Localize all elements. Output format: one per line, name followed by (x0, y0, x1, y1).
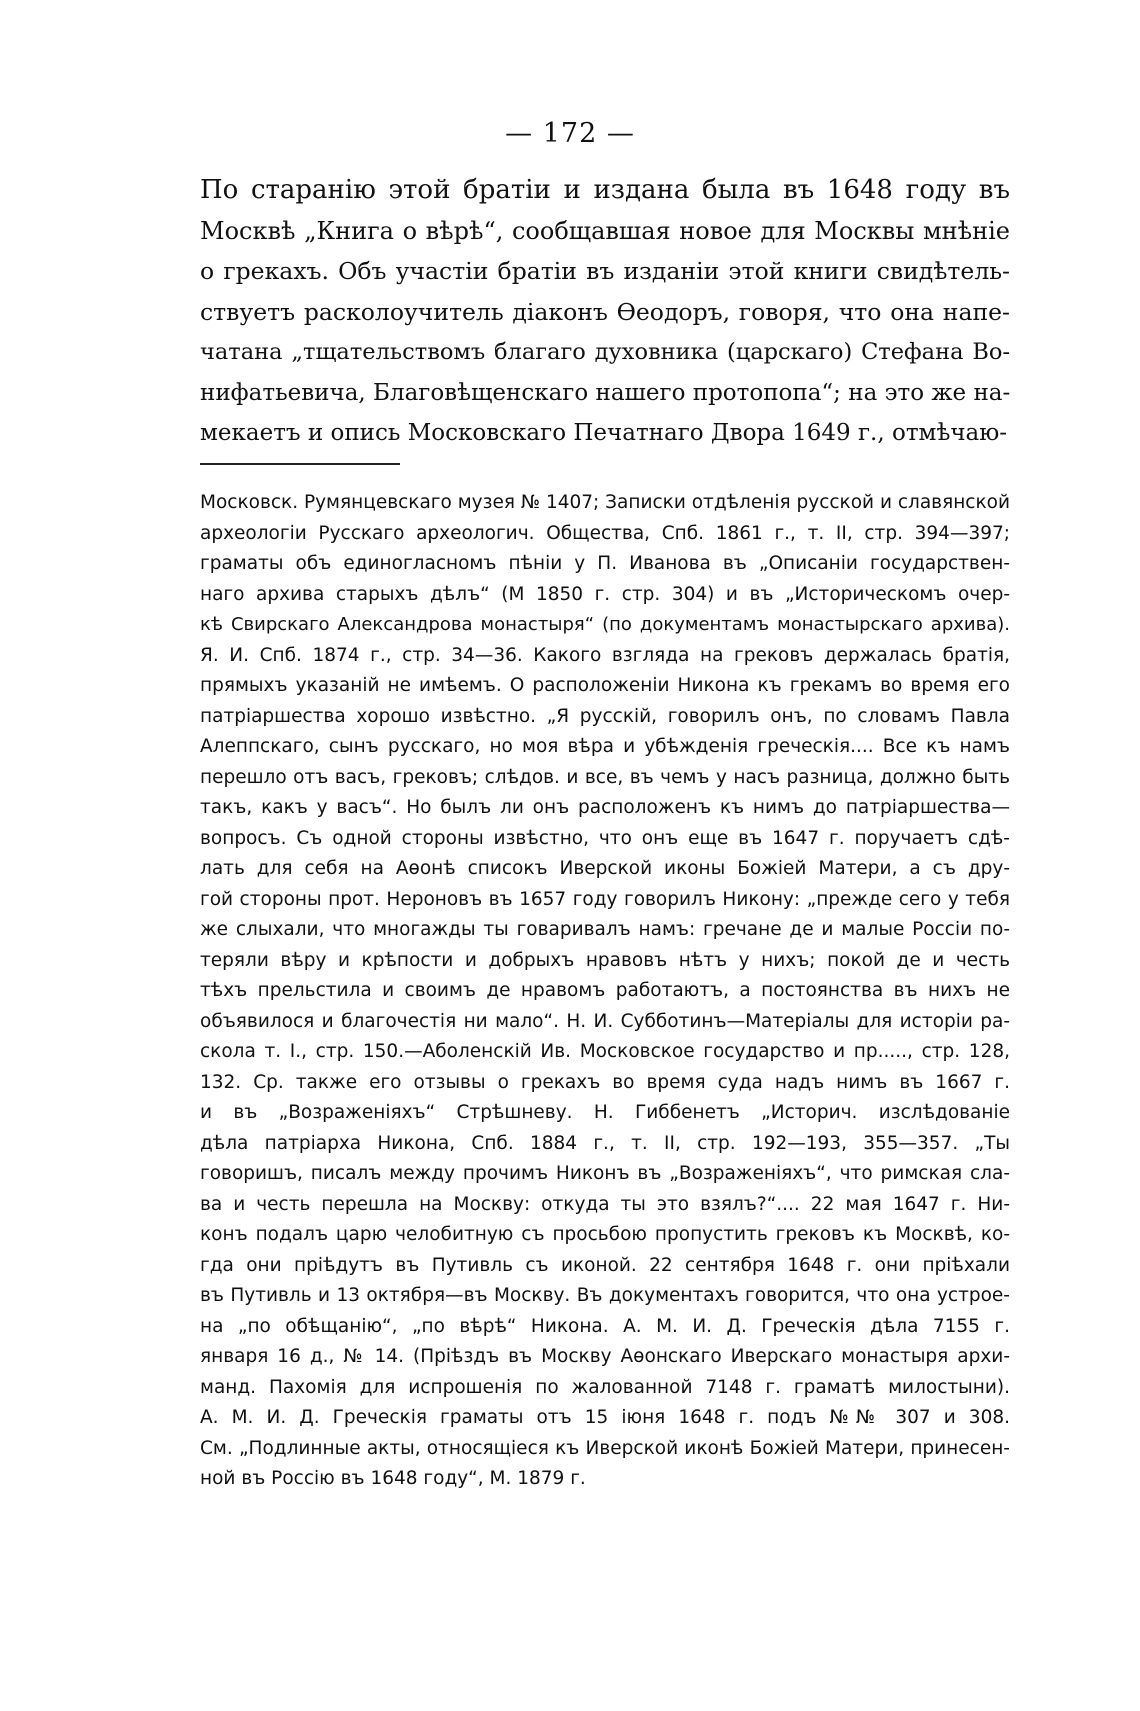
footnote-line: въ Путивль и 13 октября—въ Москву. Въ документахъ говорится, что она устрое- (200, 1285, 1010, 1306)
body-text-line: о грекахъ. Объ участіи братіи въ изданіи этой книги свидѣтель- (200, 257, 1010, 285)
page-number: — 172 — (505, 118, 635, 149)
body-text-line: нифатьевича, Благовѣщенскаго нашего протопопа“; на это же на- (200, 379, 1010, 406)
footnote-line: скола т. I., стр. 150.—Аболенскій Ив. Московское государство и пр....., стр. 128, (200, 1041, 1010, 1062)
footnote-line: наго архива старыхъ дѣлъ“ (М 1850 г. стр. 304) и въ „Историческомъ очер- (200, 583, 1010, 605)
footnote-line: перешло отъ васъ, грековъ; слѣдов. и все, въ чемъ у насъ разница, должно быть (200, 766, 1010, 788)
footnote-line: 132. Ср. также его отзывы о грекахъ во время суда надъ нимъ въ 1667 г. (200, 1071, 1010, 1093)
footnote-line: патріаршества хорошо извѣстно. „Я русскій, говорилъ онъ, по словамъ Павла (200, 705, 1010, 727)
footnote-line: и въ „Возраженіяхъ“ Стрѣшневу. Н. Гиббенетъ „Историч. изслѣдованіе (200, 1102, 1010, 1123)
footnote-line: прямыхъ указаній не имѣемъ. О расположеніи Никона къ грекамъ во время его (200, 675, 1010, 696)
footnote-line: вопросъ. Съ одной стороны извѣстно, что онъ еще въ 1647 г. поручаетъ сдѣ- (200, 827, 1010, 849)
footnote-line: гда они пріѣдутъ въ Путивль съ иконой. 22 сентября 1648 г. они пріѣхали (200, 1254, 1010, 1276)
footnote-line: тѣхъ прельстила и своимъ де нравомъ работаютъ, а постоянства въ нихъ не (200, 980, 1010, 1001)
footnote-line: Московск. Румянцевскаго музея № 1407; Записки отдѣленія русской и славянской (200, 492, 1010, 513)
footnote-line: на „по обѣщанію“, „по вѣрѣ“ Никона. А. М. И. Д. Греческія дѣла 7155 г. (200, 1315, 1010, 1337)
body-text-line: По старанію этой братіи и издана была въ 1648 году въ (200, 175, 1010, 205)
footnote-line: археологіи Русскаго археологич. Общества, Спб. 1861 г., т. II, стр. 394—397; (200, 522, 1010, 544)
footnote-line: конъ подалъ царю челобитную съ просьбою пропустить грековъ къ Москвѣ, ко- (200, 1224, 1010, 1245)
footnote-line: дѣла патріарха Никона, Спб. 1884 г., т. II, стр. 192—193, 355—357. „Ты (200, 1132, 1010, 1154)
body-text-line: Москвѣ „Книга о вѣрѣ“, сообщавшая новое для Москвы мнѣніе (200, 216, 1010, 245)
body-text-line: мекаетъ и опись Московскаго Печатнаго Двора 1649 г., отмѣчаю- (200, 420, 1008, 446)
footnote-line: граматы объ единогласномъ пѣніи у П. Иванова въ „Описаніи государствен- (200, 553, 1010, 574)
body-text-line: чатана „тщательствомъ благаго духовника (царскаго) Стефана Во- (200, 339, 1010, 365)
footnotes (200, 488, 1010, 1495)
footnote-line: ной въ Россію въ 1648 году“, М. 1879 г. (200, 1468, 586, 1489)
footnote-line: теряли вѣру и крѣпости и добрыхъ нравовъ нѣтъ у нихъ; покой де и честь (200, 949, 1010, 971)
main-text (200, 170, 1010, 454)
footnote-line: лать для себя на Аѳонѣ списокъ Иверской иконы Божіей Матери, а съ дру- (200, 858, 1010, 879)
footnote-line: Алеппскаго, сынъ русскаго, но моя вѣра и убѣжденія греческія.... Все къ намъ (200, 736, 1010, 757)
footnote-line: Я. И. Спб. 1874 г., стр. 34—36. Какого взгляда на грековъ держалась братія, (200, 644, 1010, 666)
footnote-line: гой стороны прот. Нероновъ въ 1657 году говорилъ Никону: „прежде сего у тебя (200, 888, 1010, 910)
body-text-line: ствуетъ расколоучитель діаконъ Ѳеодоръ, говоря, что она напе- (200, 297, 1010, 326)
footnote-line: говоришъ, писалъ между прочимъ Никонъ въ „Возраженіяхъ“, что римская сла- (200, 1163, 1010, 1184)
footnote-line: января 16 д., № 14. (Пріѣздъ въ Москву Аѳонскаго Иверскаго монастыря архи- (200, 1346, 1010, 1367)
footnote-line: объявилося и благочестія ни мало“. Н. И. Субботинъ—Матеріалы для исторіи ра- (200, 1010, 1010, 1032)
footnote-line: кѣ Свирскаго Александрова монастыря“ (по документамъ монастырскаго архива). (200, 614, 1010, 635)
footnote-line: См. „Подлинные акты, относящіеся къ Иверской иконѣ Божіей Матери, принесен- (200, 1437, 1010, 1459)
footnote-divider (200, 463, 400, 465)
footnote-line: ва и честь перешла на Москву: откуда ты это взялъ?“.... 22 мая 1647 г. Ни- (200, 1193, 1010, 1215)
footnote-line: манд. Пахомія для испрошенія по жалованной 7148 г. граматѣ милостыни). (200, 1376, 1010, 1398)
footnote-line: же слыхали, что многажды ты говаривалъ намъ: гречане де и малые Россіи по- (200, 919, 1010, 940)
footnote-line: такъ, какъ у васъ“. Но былъ ли онъ расположенъ къ нимъ до патріаршества— (200, 797, 1010, 818)
footnote-line: А. М. И. Д. Греческія граматы отъ 15 іюня 1648 г. подъ №№ 307 и 308. (200, 1407, 1010, 1428)
